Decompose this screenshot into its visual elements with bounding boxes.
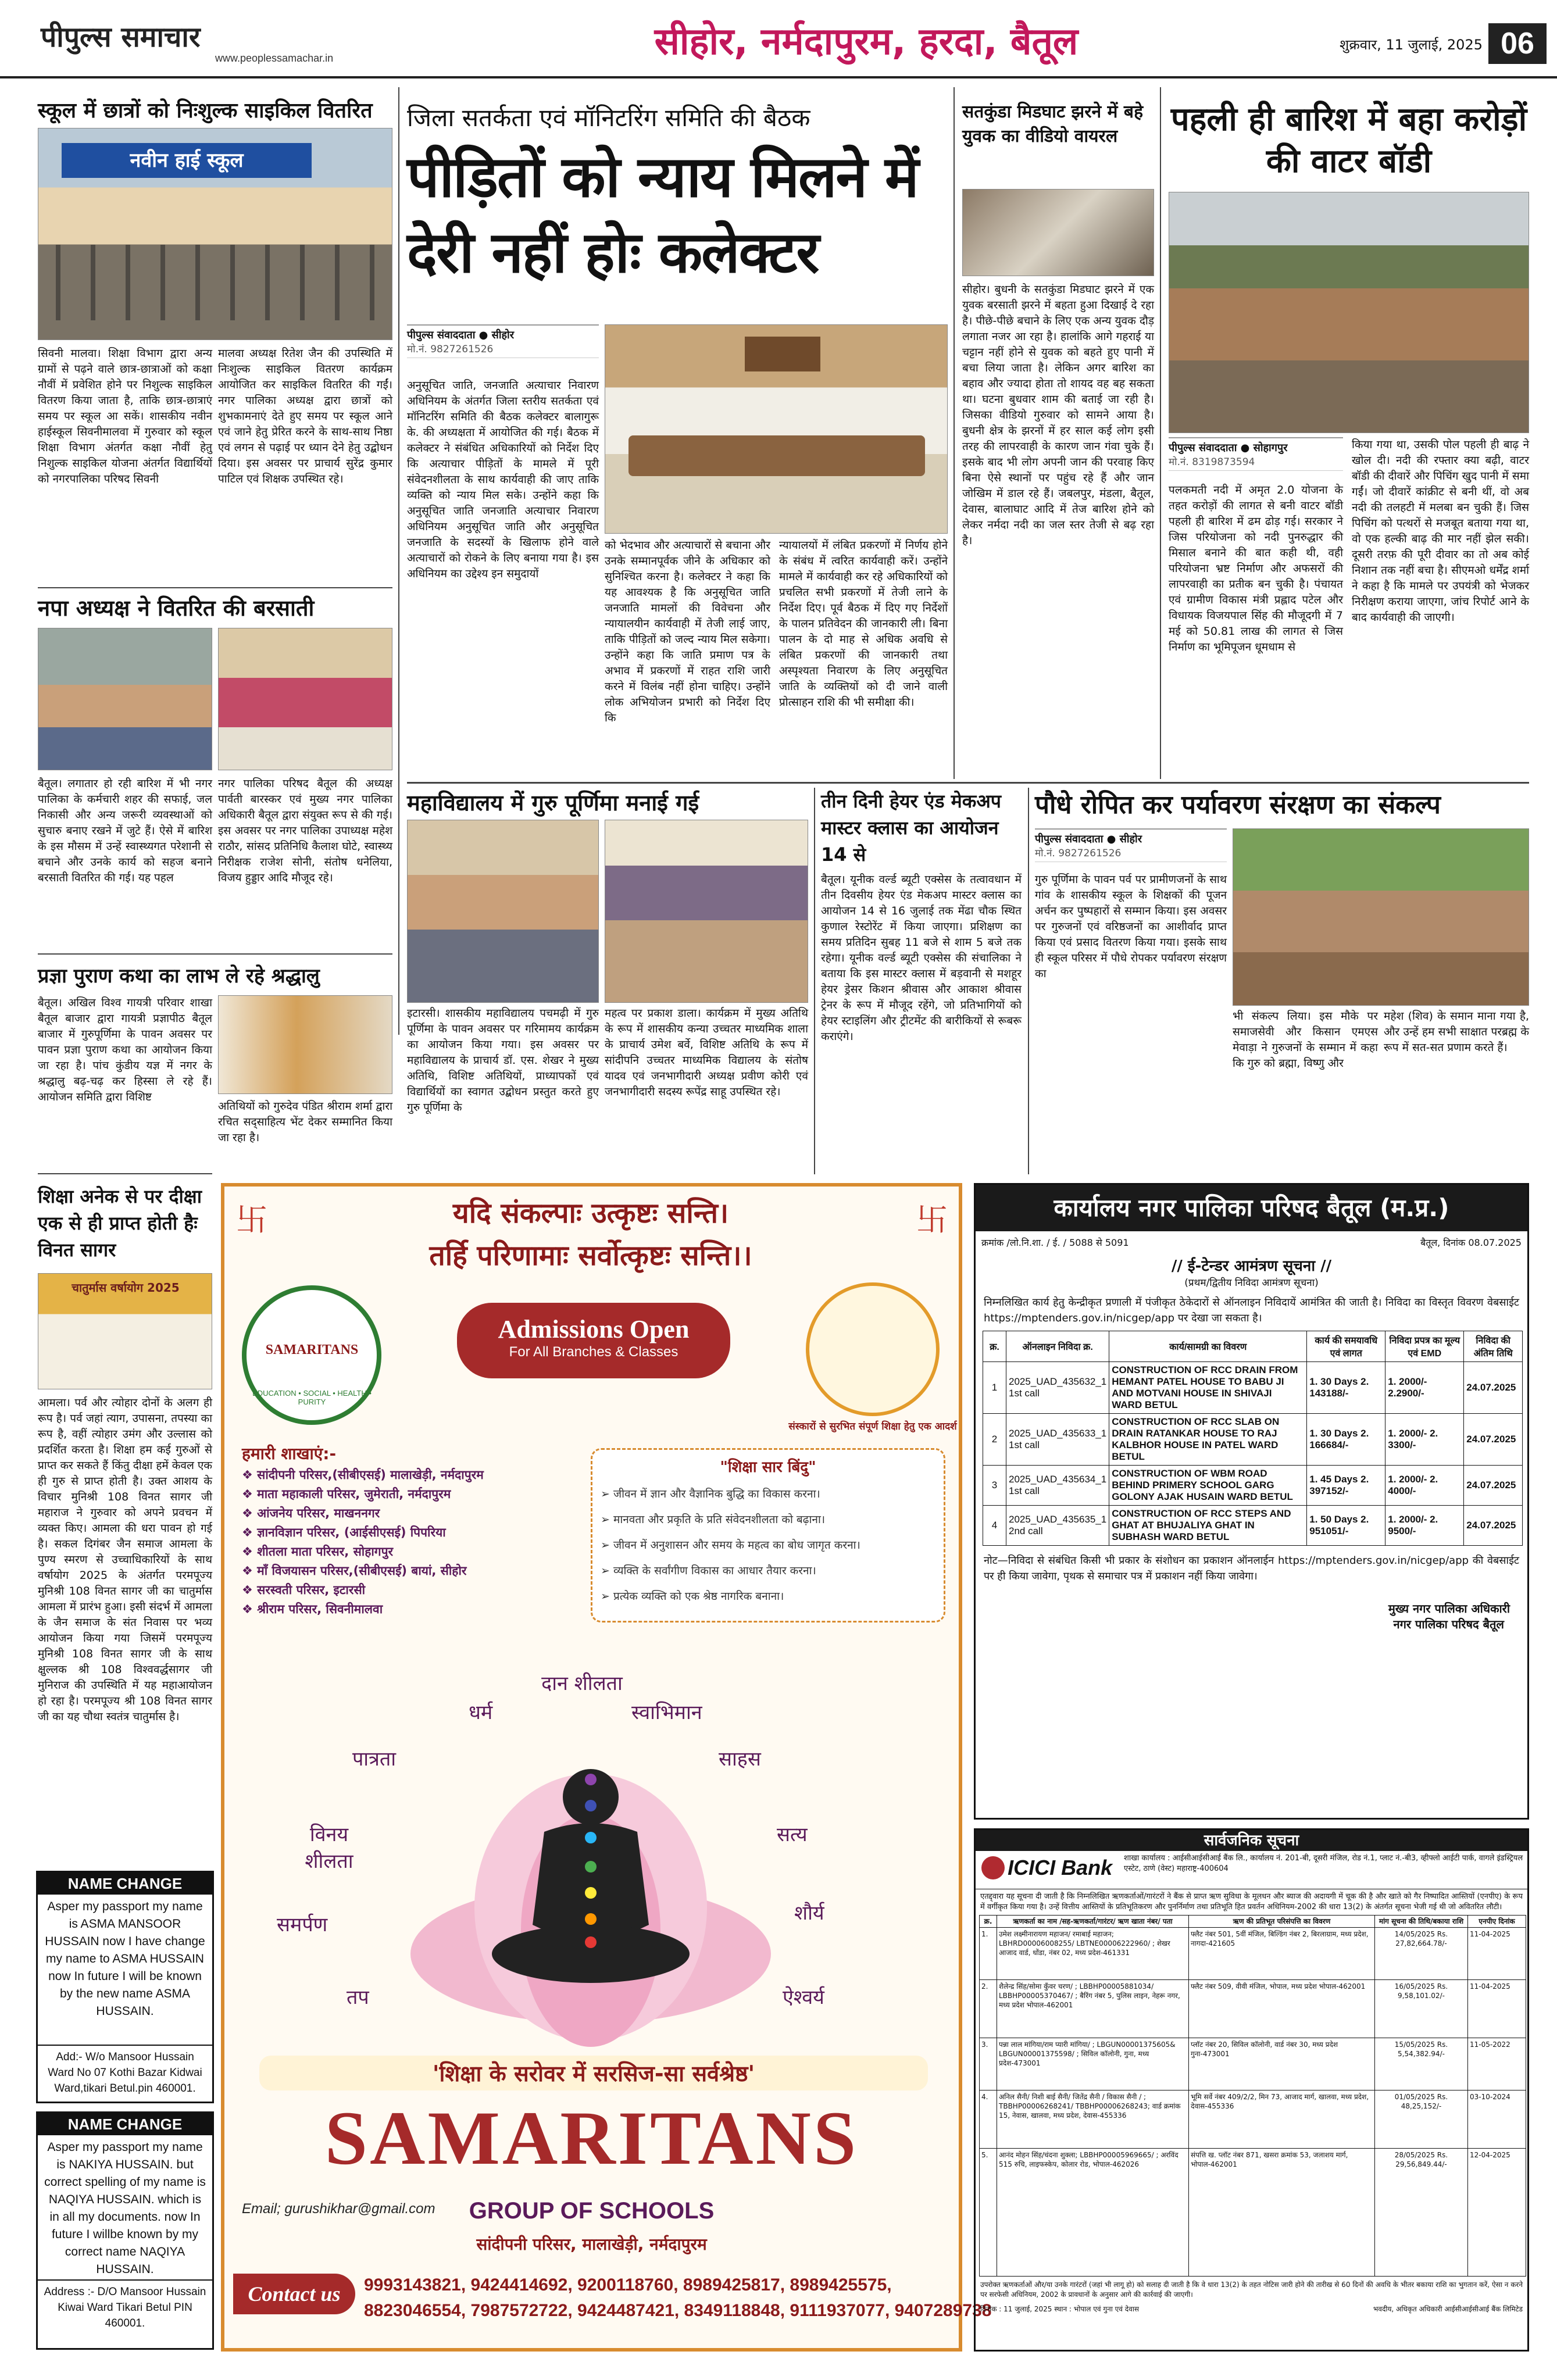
story-cycle-title: स्कूल में छात्रों को निःशुल्क साइकिल वितरित (38, 99, 373, 123)
value-satya: सत्य (777, 1823, 808, 1846)
story-lead-byline: पीपुल्स संवाददाता ● सीहोर (407, 329, 515, 341)
tender-subtitle-2: (प्रथम/द्वितीय निविदा आमंत्रण सूचना) (1184, 1277, 1319, 1289)
right-logo-caption: संस्कारों से सुरभित संपूर्ण शिक्षा हेतु एक आदर्श (788, 1421, 957, 1432)
table-row: 5. आनंद मोहन सिंह/चंदना शुक्ला; LBBHP00005969665/ ; अरविंद 515 रुचि, लाइफस्केप, कोलार रोड, भोपाल-462026 संपत्ति ख. प्लॉट नंबर 871, खसरा क्रमांक 53, जलाशय मार्ग, भोपाल-462001 28/05/2025 Rs. 29,56,849.44/- 12-04-2025 (980, 2149, 1526, 2277)
tender-ref: क्रमांक /लो.नि.शा. / ई. / 5088 से 5091 (981, 1237, 1129, 1248)
story-plantation-byline: पीपुल्स संवाददाता ● सीहोर (1035, 833, 1142, 845)
branch-item: ❖ सरस्वती परिसर, इटारसी (242, 1583, 366, 1597)
story-waterbody-title: पहली ही बारिश में बहा करोड़ों की वाटर बॉडी (1170, 101, 1527, 180)
story-plantation-byline-box (1035, 828, 1227, 862)
tender-subtitle: // ई-टेन्डर आमंत्रण सूचना // (1171, 1257, 1332, 1275)
icici-sign: भवदीय, अधिकृत अधिकारी आईसीआईसीआई बैंक लिमिटेड (1373, 2305, 1523, 2313)
tender-table (983, 1331, 1523, 1546)
logo-name: SAMARITANS (265, 1342, 359, 1357)
story-lead-col1: अनुसूचित जाति, जनजाति अत्याचार निवारण अधिनियम के अंतर्गत जिला स्तरीय सतर्कता एवं मॉनिटरिंग समिति की बैठक कलेक्टर बालागुरू के. की अध्यक्षता में आयोजित की गई। बैठक में कलेक्टर ने संबंधित अधिकारियों को निर्देश दिए कि अत्याचार पीड़ितों के मामले में पूरी संवेदनशीलता के साथ कार्यवाही की जाए ताकि व्यक्ति को न्याय मिल सके। उन्होंने कहा कि अनुसूचित जाति जनजाति अत्याचार निवारण अधिनियम अनुसूचित जाति और अनुसूचित जनजाति के सदस्यों के खिलाफ होने वाले अत्याचारों को रोकने के लिए बनाया गया है। इस अधिनियम का उद्देश्य इन समुदायों (407, 379, 599, 580)
name-change-2-addr: Address :- D/O Mansoor Hussain Kiwai Ward Tikari Betul PIN 460001. (44, 2286, 206, 2329)
tender-sign-2: नगर पालिका परिषद बैतूल (1393, 1617, 1504, 1631)
story-plantation-col1: गुरु पूर्णिमा के पावन पर्व पर प्रामीणजनों के साथ गांव के शासकीय स्कूल के शिक्षकों की पूजन अर्चन कर पुष्पहारों से सम्मान किया। इस अवसर पर गुरुजनों एवं वरिष्ठजनों का आशीर्वाद प्राप्त किया एवं प्रसाद वितरण किया गया। इसके साथ ही स्कूल परिसर में पौधे रोपकर पर्यावरण संरक्षण का (1035, 873, 1227, 980)
story-pragya-col2: अतिथियों को गुरुदेव पंडित श्रीराम शर्मा द्वारा रचित सद्साहित्य भेंट देकर सम्मानित किया जा रहा है। (218, 1100, 392, 1144)
story-makeup-text: बैतूल। यूनीक वर्ल्ड ब्यूटी एक्सेस के तत्वावधान में तीन दिवसीय हेयर एंड मेकअप मास्टर क्लास का आयोजन 14 से 16 जुलाई तक मेंढा चौक स्थित कुणाल रेस्टोरेंट में किया जाएगा। प्रशिक्षण का समय प्रतिदिन सुबह 11 बजे से शाम 5 बजे तक रहेगा। यूनीक वर्ल्ड ब्यूटी एक्सेस की संचालिका ने बताया कि इस मास्टर क्लास में बड़वानी से मशहूर हेयर ड्रेसर किशन श्रीवास और आकाश श्रीवास ट्रेनर के रूप में मौजूद रहेंगे, जो प्रतिभागियों को हेयर स्टाइलिंग और ट्रीटमेंट की बारीकियों से रूबरू कराएंगे। (821, 873, 1022, 1043)
story-lead-col2: को भेदभाव और अत्याचारों से बचाना और उनके सम्मानपूर्वक जीने के अधिकार को सुनिश्चित करना है। कलेक्टर ने कहा कि यह आवश्यक है कि अनुसूचित जाति जनजाति मामलों की विवेचना और न्यायालयीन कार्यवाही में तेजी लाई जाए, ताकि पीड़ितों को जल्द न्याय मिल सकेगा। उन्होंने कहा कि जाति प्रमाण पत्र के अभाव में प्रकरणों में राहत राशि जारी करने में विलंब नहीं होना चाहिए। उन्होंने लोक अभियोजन प्रभारी को निर्देश दिए कि (605, 539, 770, 724)
story-lead-phone: मो.नं. 9827261526 (407, 344, 494, 355)
contact-phones-2[interactable]: 8823046554, 7987572722, 9424487421, 8349118848, 9111937077, 9407289738 (364, 2301, 992, 2320)
tender-intro: निम्नलिखित कार्य हेतु केन्द्रीकृत प्रणाली में पंजीकृत ठेकेदारों से ऑनलाइन निविदायें आमंत्रित की जाती है। निविदा का विस्तृत विवरण वेबसाईट https://mptenders.gov.in/nicgep/app पर देखा जा सकता है। (984, 1296, 1519, 1324)
sanskrit-line-2: तर्हि परिणामाः सर्वोत्कृष्टः सन्ति।। (429, 1239, 752, 1272)
sanskrit-line-1: यदि संकल्पाः उत्कृष्टः सन्ति। (452, 1197, 729, 1230)
tender-table-header: क्र. ऑनलाइन निविदा क्र. कार्य/सामग्री का विवरण कार्य की समयावधि एवं लागत निविदा प्रपत्र का मूल्य एवं EMD निविदा की अंतिम तिथि (983, 1331, 1523, 1362)
region-heading: सीहोर, नर्मदापुरम, हरदा, बैतूल (654, 20, 1079, 63)
value-patrata: पात्रता (352, 1748, 397, 1771)
story-cycle-col2: मालवा अध्यक्ष रितेश जैन की उपस्थिति में निःशुल्क साइकिल वितरण कार्यक्रम आयोजित कर साइकिल वितरित की गईं। नगर पालिका अध्यक्ष द्वारा छात्रों को शुभकामनाएं देते हुए समय पर स्कूल आने एवं जाने हेतु प्रेरित करने के साथ-साथ निष्ठा एवं लगन से पढ़ाई पर ध्यान देने हेतु उद्बोधन दिया। इस अवसर पर प्राचार्य सुरेंद्र कुमार पाटिल एवं शिक्षक उपस्थित रहे। (218, 347, 392, 485)
icici-table (979, 1915, 1526, 2277)
table-row: 3 2025_UAD_435634_1 1st call CONSTRUCTION OF WBM ROAD BEHIND PRIMERY SCHOOL GARG GOLONY AJAK HUSAIN WARD BETUL 1. 45 Days 2. 397152/- 1. 2000/- 2. 4000/- 24.07.2025 (983, 1466, 1523, 1506)
story-cycle-col1: सिवनी मालवा। शिक्षा विभाग द्वारा अन्य ग्रामों से पढ़ने वाले छात्र-छात्राओं को कक्षा नौवीं में प्रवेशित होने पर निशुल्क साइकिल वितरण किया जाता है, ताकि छात्र-छात्राएं समय पर स्कूल आ सकें। शासकीय नवीन हाईस्कूल सिवनीमालवा में गुरुवार को स्कूल शिक्षा विभाग अंतर्गत कक्षा नौवीं हेतु निशुल्क साइकिल योजना अंतर्गत विद्यार्थियों को नगरपालिका परिषद सिवनी (38, 347, 212, 485)
icici-header: सार्वजनिक सूचना (976, 1830, 1527, 1851)
tender-date: बैतूल, दिनांक 08.07.2025 (1420, 1237, 1522, 1248)
story-plantation-title: पौधे रोपित कर पर्यावरण संरक्षण का संकल्प (1035, 790, 1441, 820)
story-raincoat-col2: नगर पालिका परिषद बैतूल की अध्यक्ष पार्वती बारस्कर एवं मुख्य नगर पालिका अधिकारी बैतूल द्वारा संयुक्त रूप से की गई। इस अवसर पर नगर पालिका उपाध्यक्ष महेश राठौर, सांसद प्रतिनिधि कैलाश घोटे, स्वास्थ्य निरीक्षक राजेश सोनी, संतोष धनेलिया, विजय हुड्डार आदि मौजूद रहे। (218, 777, 392, 884)
admissions-banner (457, 1303, 730, 1378)
icici-logo (981, 1856, 1121, 1885)
college-photo-2 (605, 820, 808, 1003)
branches-title: हमारी शाखाएं:- (242, 1444, 337, 1463)
table-row: 2. शैलेन्द्र सिंह/सोमा कुँवर चरण/ ; LBBHP00005881034/ LBBHP00005370467/ ; बैरिंग नंबर 5, पुलिस लाइन, नेहरू नगर, मध्य प्रदेश भोपाल-462001 फ्लैट नंबर 509, वीवी मंजिल, भोपाल, मध्य प्रदेश भोपाल-462001 16/05/2025 Rs. 9,58,101.02/- 11-04-2025 (980, 1980, 1526, 2038)
icici-logo-icon (981, 1856, 1005, 1879)
tender-sign-1: मुख्य नगर पालिका अधिकारी (1388, 1602, 1510, 1616)
samaritans-ad (221, 1183, 992, 2352)
admissions-sub: For All Branches & Classes (509, 1344, 678, 1360)
point-item: ➢ प्रत्येक व्यक्ति को एक श्रेष्ठ नागरिक बनाना। (601, 1590, 784, 1603)
ad-address: सांदीपनी परिसर, मालाखेड़ी, नर्मदापुरम (476, 2235, 707, 2254)
point-item: ➢ जीवन में ज्ञान और वैज्ञानिक बुद्धि का विकास करना। (601, 1488, 820, 1500)
point-item: ➢ व्यक्ति के सर्वांगीण विकास का आधार तैयार करना। (601, 1564, 816, 1577)
story-lead-title: पीड़ितों को न्याय मिलने में देरी नहीं होः कलेक्टर (407, 144, 918, 286)
value-tap: तप (347, 1986, 369, 2009)
logo-text: पीपुल्स समाचार (41, 21, 201, 53)
branch-item: ❖ सांदीपनी परिसर,(सीबीएसई) मालाखेड़ी, नर्मदापुरम (242, 1468, 484, 1482)
branch-item: ❖ आंजनेय परिसर, माखननगर (242, 1506, 380, 1520)
branch-item: ❖ माँ विजयासन परिसर,(सीबीएसई) बायां, सीहोर (242, 1564, 467, 1578)
raincoat-photo-1 (38, 628, 212, 770)
icici-table-header: क्र. ऋणकर्ता का नाम /सह-ऋणकर्ता/गारंटर/ ऋण खाता नंबर/ पता ऋण की प्रतिभूत परिसंपत्ति का विवरण मांग सूचना की तिथि/बकाया राशि एनपीए दिनांक (980, 1916, 1526, 1928)
ad-email[interactable]: Email; gurushikhar@gmail.com (242, 2201, 435, 2217)
table-row: 3. पन्ना लाल मांगिया/राम प्यारी मांगिया/ ; LBGUN00001375605& LBGUN00001375598/ ; सिविल कॉलोनी, गुना, मध्य प्रदेश-473001 प्लॉट नंबर 20, सिविल कॉलोनी, वार्ड नंबर 30, मध्य प्रदेश गुना-473001 15/05/2025 Rs. 5,54,382.94/- 11-05-2022 (980, 2038, 1526, 2090)
story-college-title: महाविद्यालय में गुरु पूर्णिमा मनाई गई (407, 790, 699, 816)
story-waterbody-col2: किया गया था, उसकी पोल पहली ही बाढ़ ने खोल दी। नदी की रफ्तार क्या बढ़ी, वाटर बॉडी की दीवारें और पिचिंग खुद पानी में समा गईं। जो दीवारें कांक्रीट से बनी थीं, वो अब नदी की तलहटी में मलबा बन चुकी हैं। जिस पिचिंग को पत्थरों से मजबूत बताया गया था, वो एक हल्की बाढ़ की मार नहीं झेल सकी। दूसरी तरफ़ की पूरी दीवार का तो अब कोई निशान तक नहीं बचा है। सीएमओ धर्मेंद्र शर्मा ने कहा है कि मामले पर उपयंत्री को भेजकर निरीक्षण कराया जाएगा, जांच रिपोर्ट आने के बाद कार्यवाही की जाएगी। (1352, 438, 1529, 624)
name-change-2 (36, 2111, 214, 2350)
icici-brand: ICICI Bank (1008, 1856, 1113, 1879)
tender-notice (974, 1183, 1529, 1820)
issue-date: शुक्रवार, 11 जुलाई, 2025 (1340, 37, 1483, 53)
branch-item: ❖ शीतला माता परिसर, सोहागपुर (242, 1545, 394, 1559)
icici-notice (974, 1828, 1529, 2352)
story-college-col1: इटारसी। शासकीय महाविद्यालय पचमढ़ी में गुरु पूर्णिमा के पावन अवसर पर गरिमामय कार्यक्रम का आयोजन किया गया। इस अवसर पर महाविद्यालय के प्राचार्य डॉ. एस. शेखर ने मुख्य अतिथि, विशिष्ट अतिथियों, प्राध्यापकों एवं विद्यार्थियों का स्वागत उद्बोधन प्रस्तुत करते हुए गुरु पूर्णिमा के (407, 1007, 599, 1114)
admissions-title: Admissions Open (498, 1315, 690, 1343)
value-daan: दान शीलता (541, 1672, 623, 1695)
ad-tagline: 'शिक्षा के सरोवर में सरसिज-सा सर्वश्रेष्ठ' (259, 2056, 928, 2090)
table-row: 1. उमेश लक्ष्मीनारायण महाजन/ रमाबाई महाजन; LBHRD00006008255/ LBTNE00006222960/ ; शेखर आजाद वार्ड, धोंडा, नंबर 02, मध्य प्रदेश-461331 फ्लैट नंबर 501, 5वीं मंजिल, बिल्डिंग नंबर 2, बिरलाग्राम, मध्य प्रदेश, नागदा-421605 14/05/2025 Rs. 27,82,664.78/- 11-04-2025 (980, 1928, 1526, 1980)
jain-photo (38, 1273, 212, 1389)
table-row: 1 2025_UAD_435632_1 1st call CONSTRUCTION OF RCC DRAIN FROM HEMANT PATEL HOUSE TO BABU JI AND MOTVANI HOUSE IN SHIVAJI WARD BETUL 1. 30 Days 2. 143188/- 1. 2000/- 2.2900/- 24.07.2025 (983, 1362, 1523, 1414)
branch-item: ❖ ज्ञानविज्ञान परिसर, (आईसीएसई) पिपरिया (242, 1525, 446, 1539)
branch-list (242, 1466, 591, 1619)
swastik-left-icon: 卐 (236, 1202, 267, 1238)
story-jain-text: आमला। पर्व और त्योहार दोनों के अलग ही रूप है। पर्व जहां त्याग, उपासना, तपस्या का रूप है, वहीं त्योहार उमंग और उल्लास को प्रदर्शित करता है। शिक्षा हम कई गुरुओं से प्राप्त कर सकते हैं किंतु दीक्षा हमें केवल एक ही गुरु से प्राप्त होती है। उक्त आशय के विचार मुनिश्री 108 विनत सागर जी महाराज ने गुरुवार को अपने प्रवचन में व्यक्त किए। आमला की धरा पावन हो गई है। सकल दिगंबर जैन समाज आमला के पुण्य स्मरण से उच्चाधिकारियों के साथ वर्षायोग 2025 के अंतर्गत परमपूज्य मुनिश्री 108 विनत सागर जी का चातुर्मास आमला में प्रारंभ हुआ। इसी संदर्भ में आमला के जैन समाज के संत निवास पर भव्य आयोजन किया गया जिसमें परमपूज्य मुनिश्री 108 विनत सागर जी के साथ क्षुल्लक श्री 108 विश्ववर्द्धसागर जी मुनिराज की उपस्थिति में यह महाआयोजन हो रहा है। परमपूज्य श्री 108 विनत सागर जी का यह चौथा स्वतंत्र चातुर्मास है। (38, 1396, 212, 1723)
story-plantation-col3: महेश (शिव) के समान माना गया है, और उन्हें हम सभी साक्षात परब्रह्म के रूप में सत-सत प्रणाम करते हैं। (1384, 1010, 1529, 1054)
contact-label: Contact us (233, 2274, 355, 2314)
chaturmas-banner: चातुर्मास वर्षायोग 2025 (72, 1281, 180, 1295)
story-lead-kicker: जिला सतर्कता एवं मॉनिटरिंग समिति की बैठक (407, 103, 810, 132)
paper-logo (41, 17, 334, 70)
value-aishwarya: ऐश्वर्य (783, 1986, 824, 2009)
icici-place: दिनांक : 11 जुलाई, 2025 स्थान : भोपाल एवं गुना एवं देवास (980, 2305, 1140, 2313)
logo-ring-text: EDUCATION • SOCIAL • HEALTH • PURITY (252, 1389, 372, 1406)
college-photo-1 (407, 820, 599, 1003)
points-box (591, 1448, 945, 1623)
ad-name: SAMARITANS (324, 2095, 859, 2181)
name-change-1-addr: Add:- W/o Mansoor Hussain Ward No 07 Kothi Bazar Kidwai Ward,tikari Betul.pin 460001. (48, 2051, 202, 2095)
name-change-2-title: NAME CHANGE (38, 2113, 212, 2135)
story-pragya-title: प्रज्ञा पुराण कथा का लाभ ले रहे श्रद्धालु (38, 964, 320, 988)
points-title: "शिक्षा सार बिंदु" (720, 1459, 816, 1476)
value-swabhiman: स्वाभिमान (631, 1701, 702, 1724)
value-samarpan: समर्पण (277, 1913, 328, 1936)
table-row: 2 2025_UAD_435633_1 1st call CONSTRUCTION OF RCC SLAB ON DRAIN RATANKAR HOUSE TO RAJ KALBHOR HOUSE IN PATEL WARD BETUL 1. 30 Days 2. 166684/- 1. 2000/- 2. 3300/- 24.07.2025 (983, 1414, 1523, 1466)
table-row: 4 2025_UAD_435635_1 2nd call CONSTRUCTION OF RCC STEPS AND GHAT AT BHUJALIYA GHAT IN SUBHASH WARD BETUL 1. 50 Days 2. 951051/- 1. 2000/- 2. 9500/- 24.07.2025 (983, 1506, 1523, 1546)
story-waterbody-col1: पलकमती नदी में अमृत 2.0 योजना के तहत करोड़ों की लागत से बनी वाटर बॉडी पहली ही बारिश में ढम ढोड़ गई। सरकार ने जिस परियोजना को नदी पुनरुद्धार की मिसाल बनाने की बात कही थी, वही परियोजना भ्रष्ट निर्माण और अफसरों की लापरवाही का प्रतीक बन चुकी है। पंचायत एवं ग्रामीण विकास मंत्री प्रह्लाद पटेल और विधायक विजयपाल सिंह की मौजूदगी में 7 मई को 50.81 लाख की लागत से जिस निर्माण का भूमिपूजन धूमधाम से (1169, 484, 1343, 653)
name-change-1 (36, 1871, 214, 2103)
story-waterbody-phone: मो.नं. 8319873594 (1169, 456, 1255, 468)
name-change-1-text: Asper my passport my name is ASMA MANSOOR HUSSAIN now I have change my name to ASMA HUSSAIN now In future I will be known by the new name ASMA HUSSAIN. (38, 1895, 212, 2046)
cycle-photo (38, 128, 392, 340)
name-change-1-title: NAME CHANGE (38, 1872, 212, 1895)
page-number: 06 (1488, 23, 1547, 64)
value-shaurya: शौर्य (794, 1902, 824, 1925)
story-waterfall-text: सीहोर। बुधनी के सतकुंडा मिडघाट झरने में एक युवक बरसाती झरने में बहता हुआ दिखाई दे रहा है। पीछे-पीछे बचाने के लिए एक अन्य युवक दौड़ लगाता नजर आ रहा है। हालांकि आगे गहराई या चट्टान नहीं होने से युवक को बहते हुए पानी में बचा लिया जाता है। लेकिन अगर बारिश का बहाव और ज्यादा होता तो शायद वह बह सकता था। घटना बुधवार शाम की बताई जा रही है। जिसका वीडियो गुरुवार को सामने आया है। बुधनी क्षेत्र के झरनों में हर साल कई लोग इसी तरह की लापरवाही के कारण जान गंवा चुके हैं। इसके बाद भी लोग अपनी जान की परवाह किए बिना ऐसे स्थानों पर पहुंच रहे हैं और जान जोखिम में डाल रहे हैं। जबलपुर, मंडला, बैतूल, देवास, बालाघाट आदि में तेज बारिश होने को लेकर नर्मदा नदी का जल स्तर तेजी से बढ़ रहा है। (962, 283, 1154, 547)
right-logo (806, 1282, 940, 1416)
story-makeup-title: तीन दिनी हेयर एंड मेकअप मास्टर क्लास का आयोजन 14 से (821, 790, 1001, 866)
point-item: ➢ मानवता और प्रकृति के प्रति संवेदनशीलता को बढ़ाना। (601, 1513, 826, 1526)
plantation-photo (1233, 828, 1529, 1006)
masthead (0, 0, 1557, 78)
icici-intro: एतद्द्वारा यह सूचना दी जाती है कि निम्नलिखित ऋणकर्ताओं/गारंटरों ने बैंक से प्राप्त ऋण सुविधा के मूलधन और ब्याज की अदायगी में चूक की है और खाते को गैर निष्पादित आस्तियों (एनपीए) के रूप में वर्गीकृत किया गया है। उन्हें वित्तीय आस्तियों के प्रतिभूतिकरण और पुनर्निर्माण तथा प्रतिभूति हित प्रवर्तन अधिनियम-2002 की धारा 13(2) के अंतर्गत सूचना भेजी गई थी जो अवितरित लौटी। (980, 1892, 1523, 1911)
samaritans-logo (242, 1285, 381, 1425)
website-link[interactable]: www.peoplessamachar.in (215, 52, 334, 64)
value-vinay: विनय शीलता (305, 1823, 353, 1873)
story-plantation-col2: भी संकल्प लिया। इस मौके पर समाजसेवी और किसान एमएस मेवाड़ा ने गुरुजनों के सम्मान में कहा कि गुरु को ब्रह्मा, विष्णु और (1233, 1010, 1378, 1070)
meeting-photo (605, 324, 948, 534)
story-lead-byline-box (407, 324, 599, 358)
branch-item: ❖ श्रीराम परिसर, सिवनीमालवा (242, 1602, 383, 1616)
name-change-2-text: Asper my passport my name is NAKIYA HUSSAIN. but correct spelling of my name is NAQIYA HUSSAIN. which is in all my documents. now In future I willbe known by my correct name NAQIYA HUSSAIN. (38, 2135, 212, 2281)
contact-phones-1[interactable]: 9993143821, 9424414692, 9200118760, 8989425817, 8989425575, (364, 2275, 892, 2295)
table-row: 4. अनिल सैनी/ निशी बाई सैनी/ जितेंद्र सैनी / विकास सैनी / ; TBBHP00006268241/ TBBHP00006268243; वार्ड क्रमांक 15, नेवास, खालवा, मध्य प्रदेश, देवास-455336 भूमि सर्वे नंबर 409/2/2, मिन 73, आजाद मार्ग, खालवा, मध्य प्रदेश, देवास-455336 01/05/2025 Rs. 48,25,152/- 03-10-2024 (980, 2090, 1526, 2149)
story-waterfall-title: सतकुंडा मिडघाट झरने में बहे युवक का वीडियो वायरल (962, 102, 1143, 146)
story-lead-col3: न्यायालयों में लंबित प्रकरणों में निर्णय होने के संबंध में त्वरित कार्यवाही करें। उन्होंने मामले में कार्यवाही कर रहे अधिकारियों को प्रचलित सभी प्रकरणों में तेजी लाने के निर्देश दिए। पूर्व बैठक में दिए गए निर्देशों के पालन प्रतिवेदन की जानकारी ली। बिना पालन के दो माह से अधिक अवधि से लंबित प्रकरणों की जानकारी तथा अस्पृश्यता निवारण के लिए अनुसूचित जाति के व्यक्तियों को दी जाने वाली प्रोत्साहन राशि की भी समीक्षा की। (779, 539, 948, 709)
branch-item: ❖ माता महाकाली परिसर, जुमेराती, नर्मदापुरम (242, 1487, 451, 1501)
story-raincoat-col1: बैतूल। लगातार हो रही बारिश में भी नगर पालिका के कर्मचारी शहर की सफाई, जल निकासी और अन्य जरूरी व्यवस्थाओं को सुचारु बनाए रखने में जुटे हैं। ऐसे में बारिश के इस मौसम में उन्हें स्वास्थ्यगत परेशानी से बचाने और उनके कार्य को सहज बनाने बरसाती वितरित की गई। यह पहल (38, 777, 212, 884)
lotus-figure (399, 1652, 783, 2059)
story-college-col2: महत्व पर प्रकाश डाला। कार्यक्रम में मुख्य अतिथि के रूप में शासकीय कन्या उच्चतर माध्यमिक शाला के प्राचार्य उमेश बर्वे, विशिष्ट अतिथि के रूप में सांदीपनि उच्चतर माध्यमिक विद्यालय के संतोष यादव एवं जनभागीदारी अध्यक्ष प्रवीण कोरी एवं जनभागीदारी सदस्य रूपेंद्र साहू उपस्थित रहे। (605, 1007, 808, 1098)
waterfall-photo (962, 189, 1154, 276)
story-waterbody-byline: पीपुल्स संवाददाता ● सोहागपुर (1169, 442, 1288, 454)
raincoat-photo-2 (218, 628, 392, 770)
tender-header: कार्यालय नगर पालिका परिषद बैतूल (म.प्र.) (976, 1185, 1527, 1231)
school-sign: नवीन हाई स्कूल (62, 143, 312, 178)
icici-office: शाखा कार्यालय : आईसीआईसीआई बैंक लि., कार्यालय नं. 201-बी, दूसरी मंजिल, रोड नं.1, प्लाट नं.-बी3, व्हीफ्लो आईटी पार्क, वागले इंडस्ट्रियल एस्टेट, ठाणे (वेस्ट) महाराष्ट्र-400604 (1124, 1854, 1523, 1873)
lotus-meditation-icon (399, 1652, 783, 2059)
story-pragya-col1: बैतूल। अखिल विश्व गायत्री परिवार शाखा बैतूल बाजार द्वारा गायत्री प्रज्ञापीठ बैतूल बाजार में गुरुपूर्णिमा के पावन अवसर पर पावन प्रज्ञा पुराण कथा का आयोजन किया जा रहा है। पांच कुंडीय यज्ञ में नगर के श्रद्धालु बढ़-चढ़ कर हिस्सा ले रहे हैं। आयोजन समिति द्वारा विशिष्ट (38, 996, 212, 1103)
point-item: ➢ जीवन में अनुशासन और समय के महत्व का बोध जागृत करना। (601, 1539, 860, 1552)
value-dharm: धर्म (469, 1701, 493, 1724)
story-waterbody-byline-box (1169, 437, 1343, 471)
tender-note: नोट—निविदा से संबंधित किसी भी प्रकार के संशोधन का प्रकाशन ऑनलाईन https://mptenders.gov.in/nicgep/app की वेबसाईट पर ही किया जावेगा, पृथक से समाचार पत्र में प्रकाशन नहीं किया जावेगा। (984, 1554, 1519, 1582)
story-raincoat-title: नपा अध्यक्ष ने वितरित की बरसाती (38, 595, 315, 621)
icici-footer: उपरोक्त ऋणकर्ताओं और/या उनके गारंटरों (जहां भी लागू हो) को सलाह दी जाती है कि वे धारा 13(2) के तहत नोटिस जारी होने की तारीख से 60 दिनों की अवधि के भीतर बकाया राशि का भुगतान करें, ऐसा न करने पर सरफेसी अधिनियम, 2002 के प्रावधानों के अनुसार आगे की कार्रवाई की जाएगी। (980, 2281, 1523, 2299)
swastik-right-icon: 卐 (916, 1202, 948, 1238)
pragya-photo (218, 995, 392, 1094)
story-jain-title: शिक्षा अनेक से पर दीक्षा एक से ही प्राप्त होती हैः विनत सागर (38, 1185, 202, 1261)
ad-group: GROUP OF SCHOOLS (469, 2198, 715, 2224)
value-sahas: साहस (719, 1748, 761, 1771)
waterbody-photo (1169, 192, 1529, 433)
story-plantation-phone: मो.नं. 9827261526 (1035, 848, 1122, 859)
